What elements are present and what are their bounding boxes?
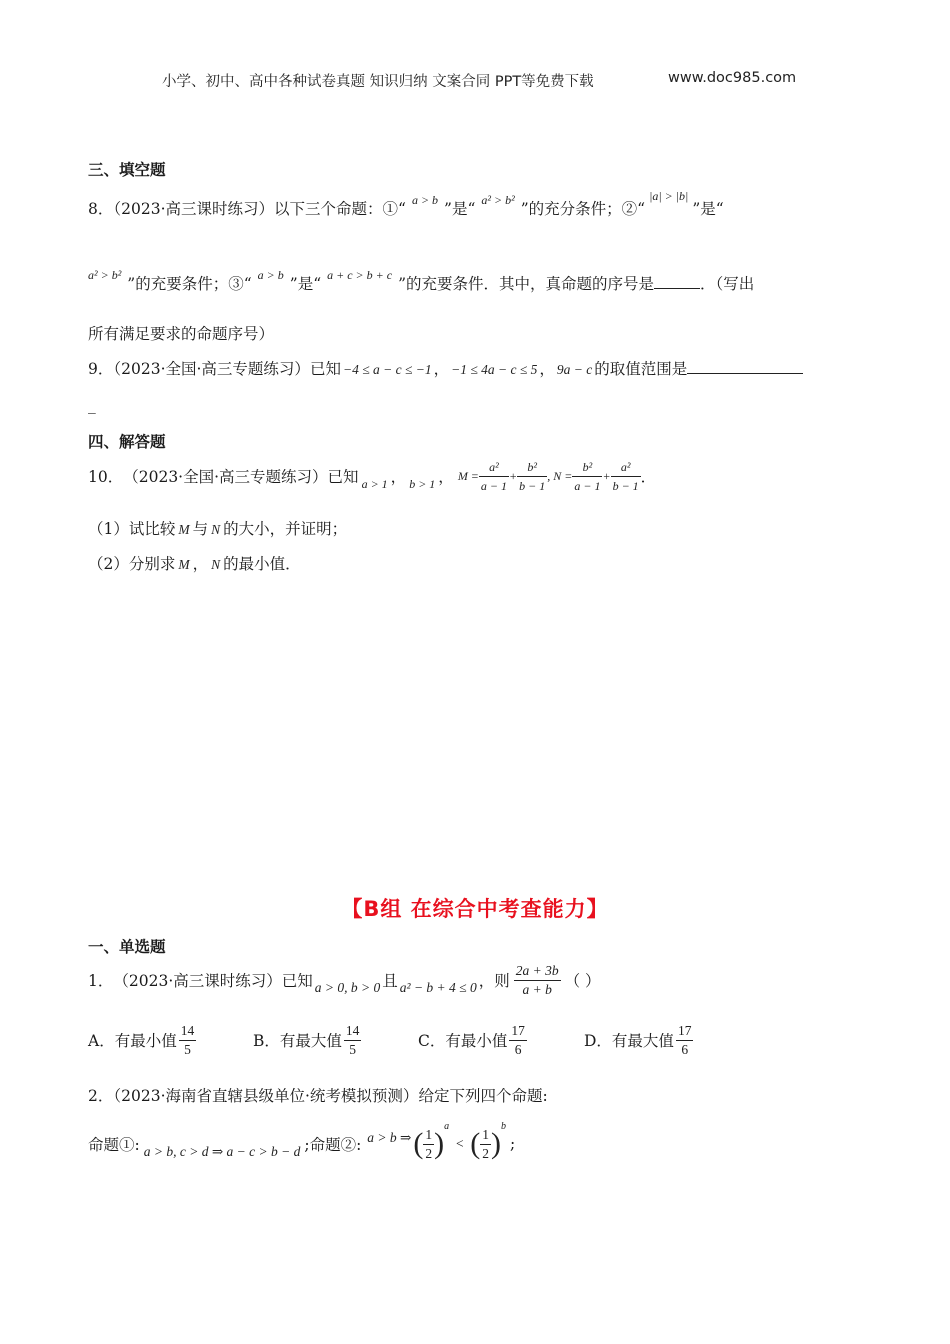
question-text: ”是“: [692, 200, 724, 218]
fraction: [572, 458, 602, 495]
proposition-label: ;命题②:: [304, 1136, 362, 1154]
group-b-title: 【B组 在综合中考查能力】: [341, 897, 609, 921]
period: ．: [640, 468, 657, 486]
question-text: ”的充分条件；②“: [520, 200, 646, 218]
math-expression: −4 ≤ a − c ≤ −1: [342, 362, 432, 377]
option-label: A．有最小值: [88, 1032, 177, 1050]
fraction: [480, 1126, 491, 1163]
numerator: 1: [423, 1126, 434, 1145]
numerator: a²: [479, 458, 509, 477]
denominator: b − 1: [612, 478, 639, 493]
question-source: （2023·全国·高三专题练习）: [123, 468, 328, 486]
math-expression: a > 0, b > 0: [314, 980, 381, 995]
numerator: 17: [509, 1022, 527, 1041]
math-expression: −1 ≤ 4a − c ≤ 5: [451, 362, 538, 377]
question-text: 与: [192, 520, 209, 538]
plus-sign: +: [602, 468, 611, 483]
denominator: 6: [514, 1041, 522, 1057]
question-10-line-1: [88, 452, 656, 500]
option-d[interactable]: [584, 1017, 693, 1063]
answer-paren[interactable]: （ ）: [564, 972, 601, 990]
math-expression: a > b: [411, 193, 439, 207]
denominator: 2: [482, 1145, 489, 1161]
question-number: 8．: [88, 200, 114, 218]
question-text: ，则: [478, 972, 510, 990]
fraction: [179, 1022, 197, 1059]
header-banner: 小学、初中、高中各种试卷真题 知识归纳 文案合同 PPT等免费下载: [162, 74, 594, 90]
option-c[interactable]: [418, 1017, 527, 1063]
fraction: [676, 1022, 694, 1059]
denominator: b − 1: [519, 478, 546, 493]
math-variable: N: [211, 557, 221, 572]
question-text: 的取值范围是: [594, 360, 688, 378]
question-text: 已知: [281, 972, 313, 990]
question-text: ”是“: [289, 275, 322, 293]
fraction: [344, 1022, 362, 1059]
math-expression: |a| > |b|: [649, 189, 689, 203]
numerator: a²: [611, 458, 641, 477]
denominator: 2: [425, 1145, 433, 1161]
question-b1-line-1: [88, 958, 601, 1002]
math-M-equals: M =: [457, 468, 479, 483]
answer-blank[interactable]: [687, 373, 803, 374]
math-expression: 9a − c: [556, 362, 593, 377]
question-text: 已知: [309, 360, 341, 378]
question-text: ”的充要条件．其中，真命题的序号是: [398, 275, 655, 293]
math-expression: a > 1: [361, 476, 388, 491]
fraction: [423, 1126, 434, 1163]
right-paren: ): [434, 1127, 445, 1160]
math-expression: a² − b + 4 ≤ 0: [399, 980, 477, 995]
numerator: 17: [676, 1022, 694, 1041]
answer-blank[interactable]: [654, 288, 700, 289]
question-text: （2）分别求: [88, 555, 176, 573]
less-than: <: [455, 1136, 465, 1151]
section-title-fill-blank: 三、填空题: [88, 161, 166, 179]
numerator: 14: [344, 1022, 362, 1041]
math-variable: M: [178, 557, 190, 572]
right-paren: ): [490, 1127, 501, 1160]
question-text: 给定下列四个命题:: [418, 1087, 548, 1105]
question-source: （2023·全国·高三专题练习）: [113, 360, 310, 378]
denominator: a + b: [522, 981, 552, 997]
question-8-line-2: [88, 268, 755, 294]
question-text: 已知: [327, 468, 359, 486]
math-variable: N: [211, 522, 221, 537]
math-expression: a > b: [257, 268, 284, 282]
fraction: [517, 458, 547, 495]
separator: ，: [433, 360, 450, 378]
question-9-line-2: _: [88, 396, 96, 414]
fraction: [611, 458, 641, 495]
question-text: ”是“: [444, 200, 476, 218]
semicolon: ;: [509, 1135, 516, 1153]
option-label: B．有最大值: [253, 1032, 342, 1050]
question-text: ．（写出: [700, 275, 755, 293]
plus-sign: +: [509, 468, 518, 483]
math-variable: M: [178, 522, 190, 537]
question-source: （2023·海南省直辖县级单位·统考模拟预测）: [113, 1087, 419, 1105]
denominator: 5: [184, 1041, 191, 1057]
question-text: ”的充要条件；③“: [127, 275, 252, 293]
numerator: b²: [572, 458, 602, 477]
option-b[interactable]: [253, 1017, 361, 1063]
denominator: a − 1: [574, 478, 601, 493]
question-10-part-2: [88, 552, 301, 574]
separator: ，: [438, 468, 454, 486]
question-source: （2023·高三课时练习）: [113, 200, 274, 218]
math-N-equals: , N =: [547, 468, 573, 483]
option-label: D．有最大值: [584, 1032, 674, 1050]
option-label: C．有最小值: [418, 1032, 508, 1050]
question-text: 的最小值．: [223, 555, 301, 573]
question-text: （1）试比较: [88, 520, 176, 538]
question-number: 9．: [88, 360, 114, 378]
section-title-single-choice: 一、单选题: [88, 938, 166, 956]
denominator: a − 1: [480, 478, 508, 493]
question-b2-line-2: [88, 1118, 515, 1170]
question-source: （2023·高三课时练习）: [113, 972, 282, 990]
question-b2-line-1: [88, 1084, 548, 1106]
question-number: 10．: [88, 468, 124, 486]
fraction: [514, 962, 561, 999]
question-number: 2．: [88, 1087, 114, 1105]
separator: ，: [390, 468, 407, 486]
question-text: 以下三个命题：①“: [274, 200, 406, 218]
math-expression: a² > b²: [481, 193, 515, 207]
question-8-line-1: [88, 189, 724, 219]
numerator: 2a + 3b: [514, 962, 561, 981]
option-a[interactable]: [88, 1017, 196, 1063]
math-expression: a² > b²: [88, 268, 122, 282]
question-8-line-3: 所有满足要求的命题序号）: [88, 325, 275, 343]
question-number: 1．: [88, 972, 114, 990]
separator: ，: [539, 360, 555, 378]
separator: ，: [192, 555, 209, 573]
math-expression: a > b, c > d ⇒ a − c > b − d: [143, 1144, 301, 1159]
header-site-link[interactable]: www.doc985.com: [668, 70, 797, 86]
question-9-line-1: [88, 357, 803, 379]
math-expression: b > 1: [409, 476, 436, 491]
math-expression: a > b ⇒: [367, 1130, 412, 1145]
question-text: 且: [382, 972, 398, 990]
left-paren: (: [413, 1127, 424, 1160]
numerator: b²: [517, 458, 547, 477]
fraction: [509, 1022, 527, 1059]
numerator: 14: [179, 1022, 197, 1041]
question-text: 的大小，并证明；: [223, 520, 348, 538]
proposition-label: 命题①:: [88, 1136, 140, 1154]
fraction: [479, 458, 509, 495]
math-expression: a + c > b + c: [327, 268, 393, 282]
left-paren: (: [470, 1127, 481, 1160]
denominator: 6: [681, 1041, 689, 1057]
denominator: 5: [349, 1041, 357, 1057]
section-title-answer: 四、解答题: [88, 433, 166, 451]
numerator: 1: [480, 1126, 491, 1145]
exponent: b: [500, 1120, 506, 1132]
question-10-part-1: [88, 517, 347, 539]
exponent: a: [444, 1120, 450, 1132]
